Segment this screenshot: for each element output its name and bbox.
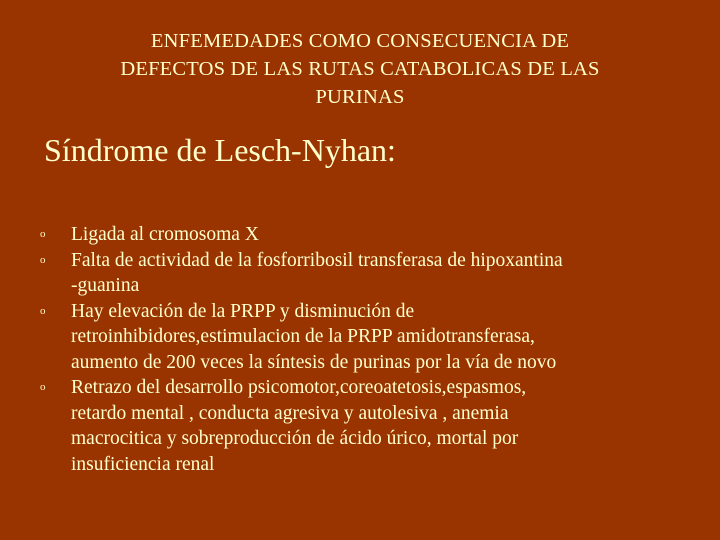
title-line: ENFEMEDADES COMO CONSECUENCIA DE xyxy=(150,30,570,52)
bullet-line: aumento de 200 veces la síntesis de purinas por la vía de novo xyxy=(71,351,557,373)
bullet-marker-icon: o xyxy=(40,253,46,266)
title-line: DEFECTOS DE LAS RUTAS CATABOLICAS DE LAS xyxy=(120,58,600,80)
bullet-line: Hay elevación de la PRPP y disminución de xyxy=(71,300,415,322)
bullet-list xyxy=(40,222,690,477)
slide-title xyxy=(40,27,680,111)
slide-subtitle: Síndrome de Lesch-Nyhan: xyxy=(44,132,396,168)
bullet-line: Ligada al cromosoma X xyxy=(71,224,259,245)
bullet-line: retroinhibidores,estimulacion de la PRPP amidotransferasa, xyxy=(71,326,535,347)
bullet-line: macrocitica y sobreproducción de ácido úrico, mortal por xyxy=(71,428,519,449)
bullet-item xyxy=(40,248,690,299)
bullet-line: Retrazo del desarrollo psicomotor,coreoatetosis,espasmos, xyxy=(71,377,527,398)
bullet-item xyxy=(40,222,690,248)
bullet-line: insuficiencia renal xyxy=(71,453,215,475)
bullet-marker-icon: o xyxy=(40,381,46,393)
bullet-line: retardo mental , conducta agresiva y autolesiva , anemia xyxy=(71,402,509,424)
title-line: PURINAS xyxy=(315,86,405,108)
bullet-marker-icon: o xyxy=(40,228,46,240)
bullet-item xyxy=(40,375,690,477)
bullet-item xyxy=(40,299,690,376)
bullet-line: Falta de actividad de la fosforribosil transferasa de hipoxantina xyxy=(71,249,563,271)
bullet-marker-icon: o xyxy=(40,304,46,317)
bullet-line: -guanina xyxy=(71,275,140,296)
